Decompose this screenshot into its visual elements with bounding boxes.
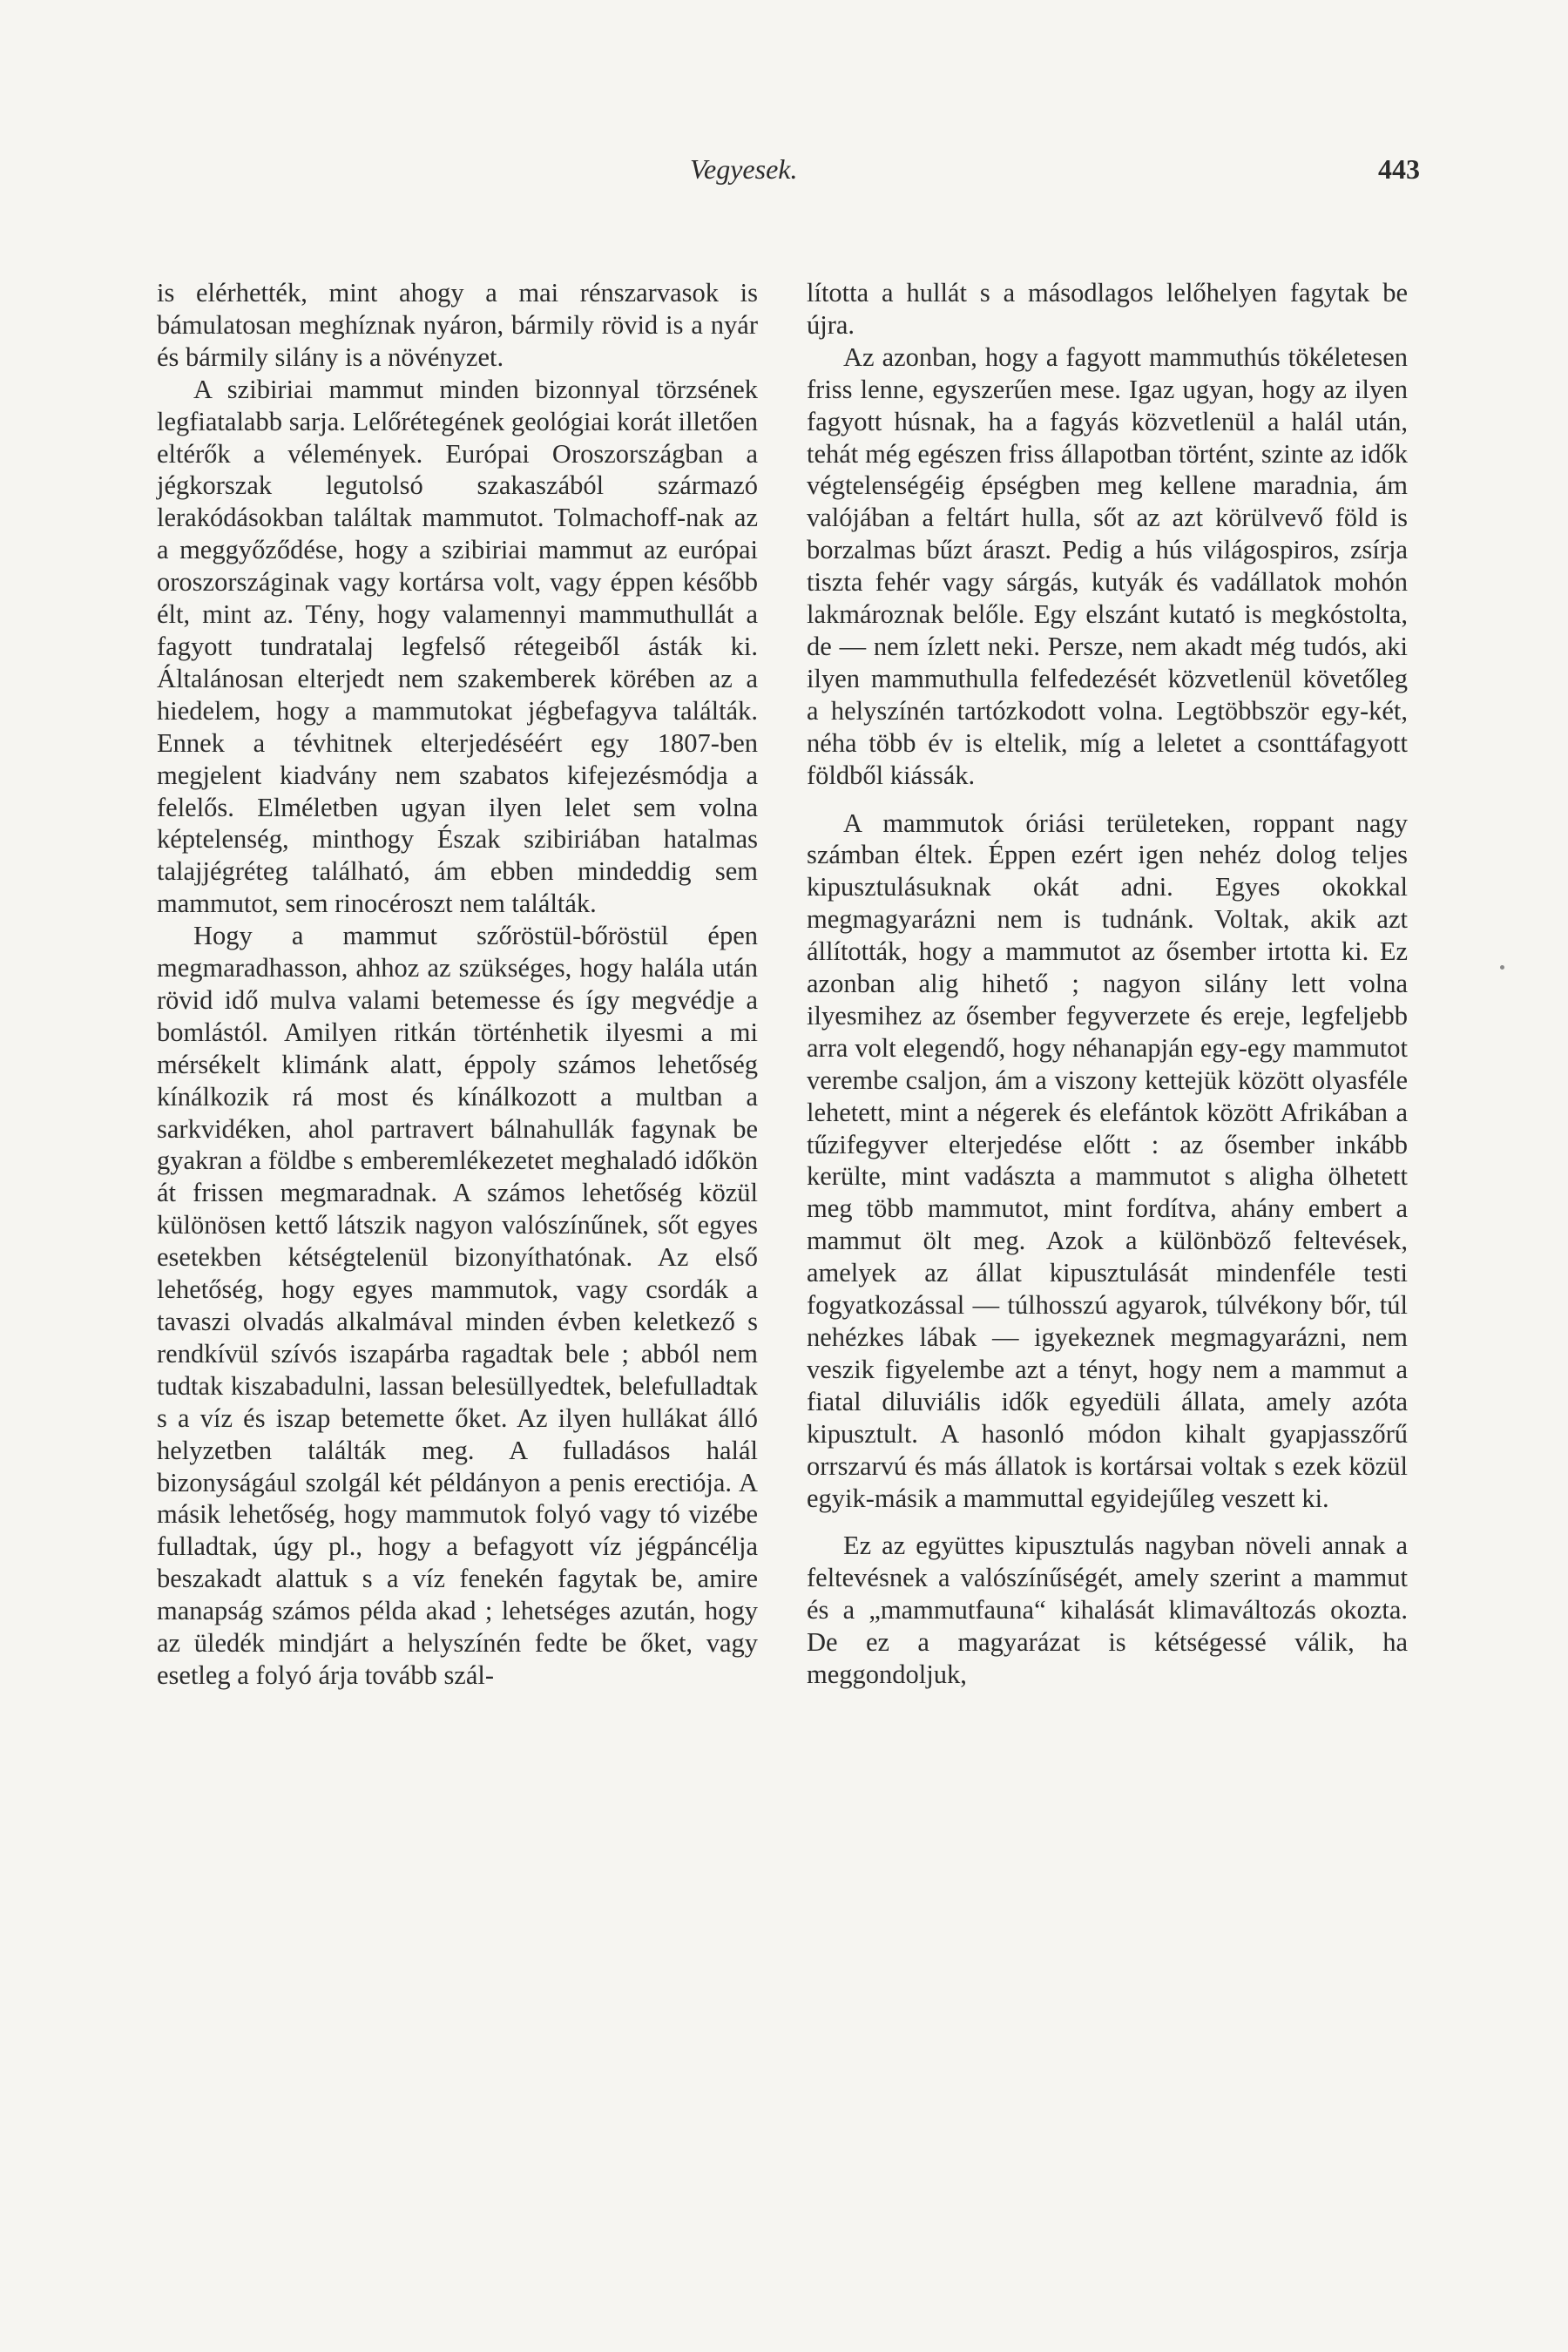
paragraph: A szibiriai mammut minden bizonnyal törzsének legfiatalabb sarja. Lelőrétegének geológiai korát illetően eltérők a vélemények. Európai Oroszországban a jégkorszak legutolsó szakaszából származó lerakódásokban találtak mammutot. Tolmachoff-nak az a meggyőződése, hogy a szibiriai mammut az európai oroszországinak vagy kortársa volt, vagy éppen később élt, mint az. Tény, hogy valamennyi mammuthullát a fagyott tundratalaj legfelső rétegeiből ásták ki. Általánosan elterjedt nem szakemberek körében az a hiedelem, hogy a mammutokat jégbefagyva találták. Ennek a tévhitnek elterjedéséért egy 1807-ben megjelent kiadvány nem szabatos kifejezésmódja a felelős. Elméletben ugyan ilyen lelet sem volna képtelenség, minthogy Észak szibiriában hatalmas talajjégréteg található, ám ebben mindeddig sem mammutot, sem rinocéroszt nem találták. <box>157 374 758 919</box>
right-column <box>807 277 1408 1691</box>
paragraph: Hogy a mammut szőröstül-bőröstül épen megmaradhasson, ahhoz az szükséges, hogy halála után rövid idő mulva valami betemesse és így megvédje a bomlástól. Amilyen ritkán történhetik ilyesmi a mi mérsékelt klimánk alatt, éppoly számos lehetőség kínálkozik rá most és kínálkozott a multban a sarkvidéken, ahol partravert bálnahullák fagynak be gyakran a földbe s emberemlékezetet meghaladó időkön át frissen megmaradnak. A számos lehetőség közül különösen kettő látszik nagyon valószínűnek, sőt egyes esetekben kétségtelenül bizonyíthatónak. Az első lehetőség, hogy egyes mammutok, vagy csordák a tavaszi olvadás alkalmával minden évben keletkező s rendkívül szívós iszapárba ragadtak bele ; abból nem tudtak kiszabadulni, lassan belesüllyedtek, belefulladtak s a víz és iszap betemette őket. Az ilyen hullákat álló helyzetben találták meg. A fulladásos halál bizonyságául szolgál két példányon a penis erectiója. A másik lehetőség, hogy mammutok folyó vagy tó vizébe fulladtak, úgy pl., hogy a befagyott víz jégpáncélja beszakadt alattuk s a víz fenekén fagytak be, amire manapság számos példa akad ; lehetséges azután, hogy az üledék mindjárt a helyszínén fedte be őket, vagy esetleg a folyó árja tovább szál- <box>157 921 758 1690</box>
paragraph: Az azonban, hogy a fagyott mammuthús tökéletesen friss lenne, egyszerűen mese. Igaz ugyan, hogy az ilyen fagyott húsnak, ha a fagyás közvetlenül a halál után, tehát még egészen friss állapotban történt, szinte az idők végtelenségéig épségben meg kellene maradnia, ám valójában a feltárt hulla, sőt az azt körülvevő föld is borzalmas bűzt áraszt. Pedig a hús világospiros, zsírja tiszta fehér vagy sárgás, kutyák és vadállatok mohón lakmároznak belőle. Egy elszánt kutató is megkóstolta, de — nem ízlett neki. Persze, nem akadt még tudós, aki ilyen mammuthulla felfedezését közvetlenül követőleg a helyszínén tartózkodott volna. Legtöbbször egy-két, néha több év is eltelik, míg a leletet a csonttáfagyott földből kiássák. <box>807 341 1408 790</box>
page-number: 443 <box>1378 153 1420 185</box>
paragraph: A mammutok óriási területeken, roppant nagy számban éltek. Éppen ezért igen nehéz dolog teljes kipusztulásuknak okát adni. Egyes okokkal megmagyarázni nem is tudnánk. Voltak, akik azt állították, hogy a mammutot az ősember irtotta ki. Ez azonban alig hihető ; nagyon silány lett volna ilyesmihez az ősember fegyverzete és ereje, legfeljebb arra volt elegendő, hogy néhanapján egy-egy mammutot verembe csaljon, ám a viszony kettejük között olyasféle lehetett, mint a négerek és elefántok között Afrikában a tűzifegyver elterjedése előtt : az ősember inkább kerülte, mint vadászta a mammutot s aligha ölhetett meg több mammutot, mint fordítva, ahány embert a mammut ölt meg. Azok a különböző feltevések, amelyek az állat kipusztulását mindenféle testi fogyatkozással — túlhosszú agyarok, túlvékony bőr, túl nehézkes lábak — igyekeznek megmagyarázni, nem veszik figyelembe azt a tényt, hogy nem a mammut a fiatal diluviális idők egyedüli állata, amely azóta kipusztult. A hasonló módon kihalt gyapjasszőrű orrszarvú és más állatok is kortársai voltak s ezek közül egyik-másik a mammuttal egyidejűleg veszett ki. <box>807 808 1408 1513</box>
left-column <box>157 277 758 1692</box>
running-title: Vegyesek. <box>690 153 798 185</box>
paragraph: is elérhették, mint ahogy a mai rénszarvasok is bámulatosan meghíznak nyáron, bármily rövid is a nyár és bármily silány is a növényzet. <box>157 278 758 372</box>
running-head <box>157 153 1420 188</box>
paragraph: Ez az együttes kipusztulás nagyban növeli annak a feltevésnek a valószínűségét, amely szerint a mammut és a „mammutfauna“ kihalását klimaváltozás okozta. De ez a magyarázat is kétségessé válik, ha meggondoljuk, <box>807 1531 1408 1690</box>
paragraph: lította a hullát s a másodlagos lelőhelyen fagytak be újra. <box>807 278 1408 340</box>
paper-speck <box>1500 965 1504 970</box>
